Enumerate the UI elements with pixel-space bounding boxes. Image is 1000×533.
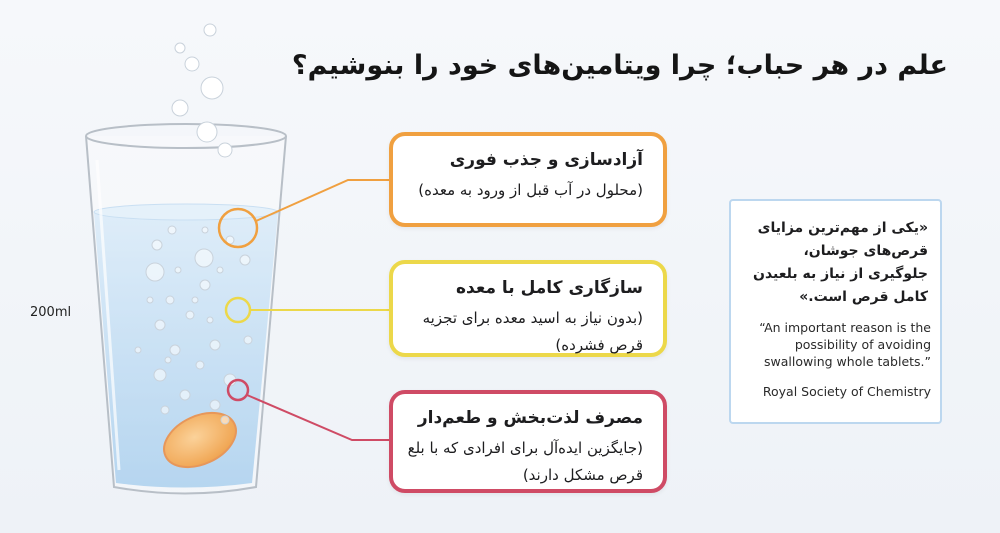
bubble — [197, 122, 217, 142]
bubble — [204, 24, 216, 36]
bubble — [244, 336, 252, 344]
callout-heading: سازگاری کامل با معده — [456, 278, 643, 298]
bubble — [192, 297, 198, 303]
bubble — [180, 390, 190, 400]
bubble — [186, 311, 194, 319]
connector-red — [247, 395, 390, 440]
bubble — [175, 267, 181, 273]
bubble — [172, 100, 188, 116]
callout-pleasant-consumption — [389, 390, 667, 493]
volume-label: 200ml — [30, 305, 72, 320]
bubble — [210, 340, 220, 350]
bubble — [147, 297, 153, 303]
callout-body: (جایگزین ایده‌آل برای افرادی که با بلع قرص مشکل دارند) — [407, 439, 643, 484]
bubble — [175, 43, 185, 53]
callout-instant-absorption — [389, 132, 667, 227]
bubble — [201, 77, 223, 99]
bubble — [154, 369, 166, 381]
callout-body: (بدون نیاز به اسید معده برای تجزیه قرص فشرده) — [422, 309, 643, 354]
bubble — [196, 361, 204, 369]
page-title: علم در هر حباب؛ چرا ویتامین‌های خود را بنوشیم؟ — [291, 50, 948, 81]
bubble — [195, 249, 213, 267]
callout-body: (محلول در آب قبل از ورود به معده) — [418, 181, 643, 199]
bubble — [161, 406, 169, 414]
bubble — [146, 263, 164, 281]
quote-source: Royal Society of Chemistry — [762, 384, 931, 399]
bubble — [217, 267, 223, 273]
bubble — [200, 280, 210, 290]
bubble — [155, 320, 165, 330]
quote-persian: «یکی از مهم‌ترین مزایای قرص‌های جوشان، جلوگیری از نیاز به بلعیدن کامل قرص است.» — [753, 220, 928, 305]
callout-stomach-compatibility — [389, 260, 667, 357]
quote-box — [729, 199, 942, 424]
bubble — [210, 400, 220, 410]
bubble — [135, 347, 141, 353]
callout-heading: مصرف لذت‌بخش و طعم‌دار — [417, 408, 643, 428]
bubble — [185, 57, 199, 71]
bubble — [170, 345, 180, 355]
bubble — [152, 240, 162, 250]
quote-english: “An important reason is the possibility of avoiding swallowing whole tablets.” — [759, 320, 931, 369]
bubble — [240, 255, 250, 265]
bubble — [207, 317, 213, 323]
callout-heading: آزادسازی و جذب فوری — [449, 150, 643, 170]
bubble — [202, 227, 208, 233]
bubble — [166, 296, 174, 304]
bubble — [165, 357, 171, 363]
bubble — [221, 416, 229, 424]
bubble — [168, 226, 176, 234]
bubble — [218, 143, 232, 157]
